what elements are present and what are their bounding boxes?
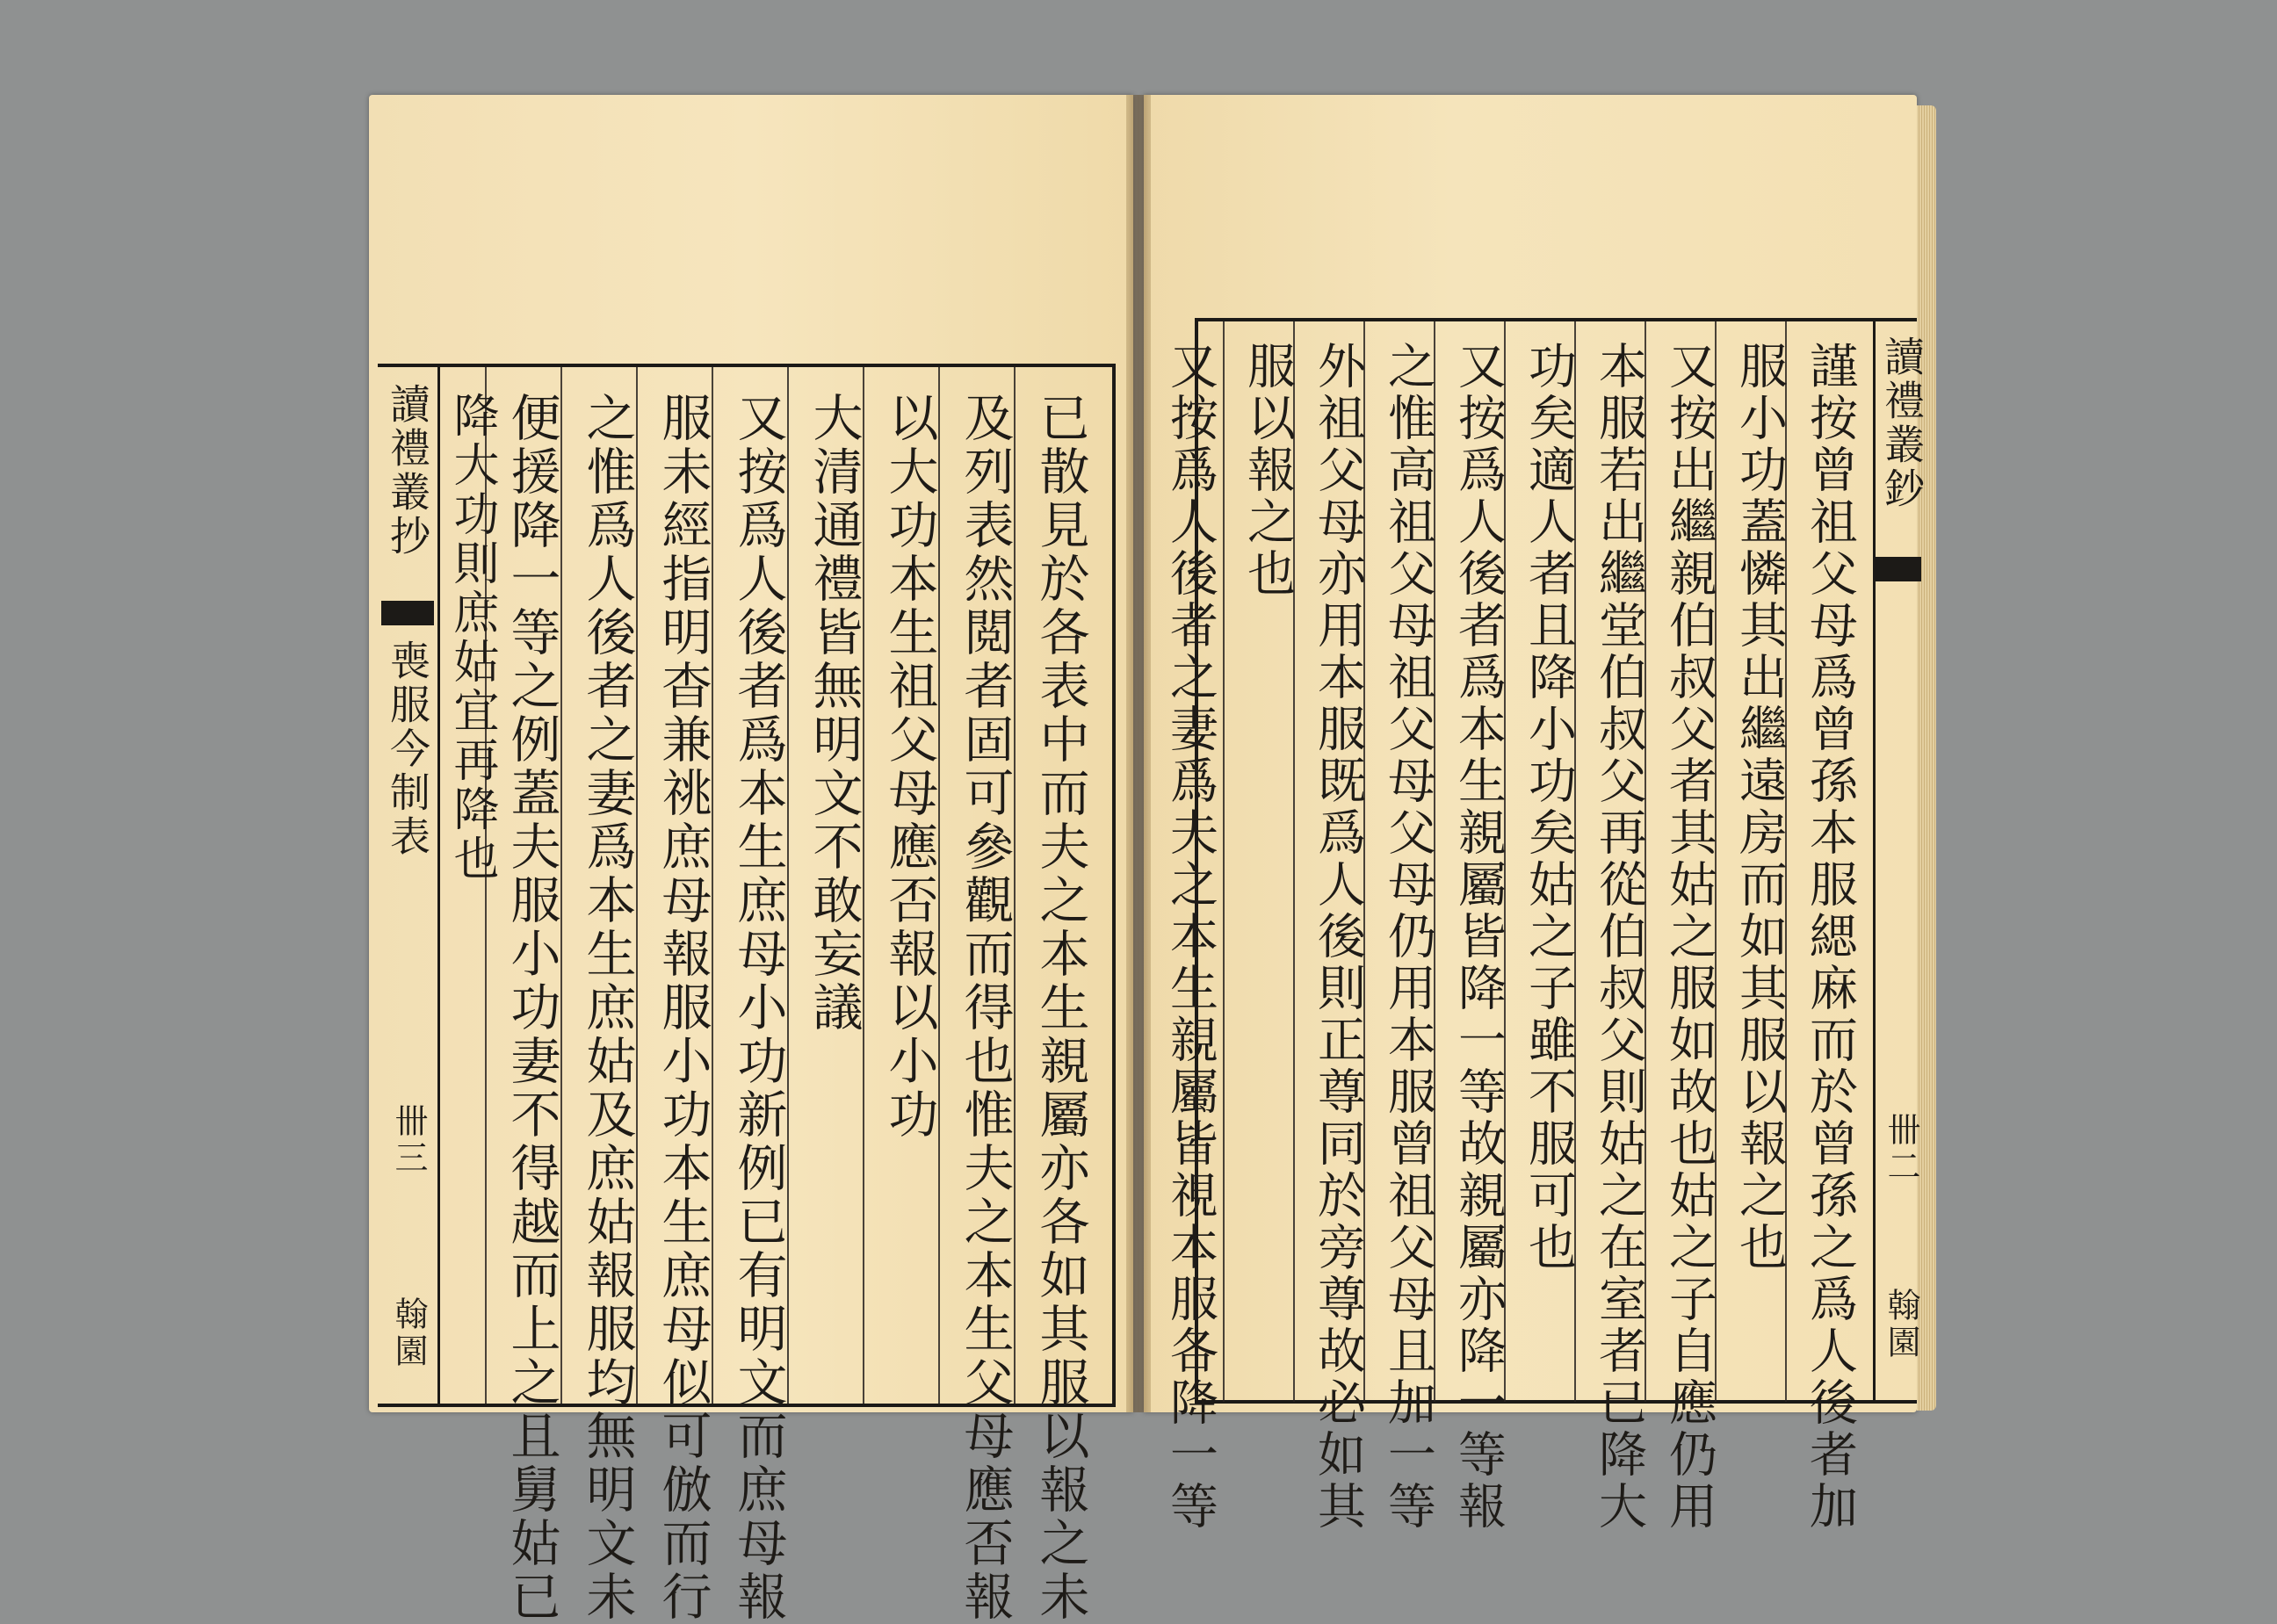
text-column: 已散見於各表中而夫之本生親屬亦各如其服以報之未	[1031, 392, 1089, 1624]
column-rule	[1223, 321, 1225, 1402]
text-column: 謹按曾祖父母爲曾孫本服緦麻而於曾孫之爲人後者加	[1802, 341, 1858, 1533]
text-column: 又按出繼親伯叔父者其姑之服如故也姑之子自應仍用	[1661, 341, 1717, 1533]
page-number: 卌二	[1882, 1112, 1920, 1186]
right-banxin	[1873, 321, 1926, 1402]
book-title: 讀禮叢鈔	[1878, 336, 1926, 511]
text-column: 又按爲人後者之妻爲夫之本生親屬皆視本服各降一等	[1162, 341, 1218, 1533]
text-column: 服小功蓋憐其出繼遠房而如其服以報之也	[1731, 341, 1788, 1274]
book-title: 讀禮叢抄	[384, 383, 431, 559]
text-column: 外祖父母亦用本服既爲人後則正尊同於旁尊故必如其	[1310, 341, 1366, 1533]
text-column: 及列表然閲者固可參觀而得也惟夫之本生父母應否報	[956, 392, 1014, 1624]
text-column: 以大功本生祖父母應否報以小功	[880, 392, 938, 1142]
text-column: 便援降一等之例蓋夫服小功妻不得越而上之且舅姑已	[502, 392, 560, 1624]
chapter-title: 喪服今制表	[384, 639, 431, 859]
studio-name: 翰園	[1882, 1288, 1920, 1361]
text-column: 大清通禮皆無明文不敢妄議	[805, 392, 863, 1035]
text-column: 又按爲人後者爲本生庶母小功新例已有明文而庶母報	[729, 392, 787, 1624]
text-column: 降大功則庶姑宜再降也	[445, 392, 498, 884]
text-column: 之惟爲人後者之妻爲本生庶姑及庶姑報服均無明文未	[578, 392, 636, 1624]
open-book	[369, 95, 1933, 1624]
text-column: 本服若出繼堂伯叔父再從伯叔父則姑之在室者已降大	[1591, 341, 1647, 1533]
text-column: 之惟高祖父母祖父母父母仍用本服曾祖父母且加一等	[1380, 341, 1436, 1533]
text-column: 又按爲人後者爲本生親屬皆降一等故親屬亦降一等報	[1450, 341, 1507, 1533]
text-column: 服未經指明杳兼祧庶母報服小功本生庶母似可倣而行	[654, 392, 712, 1624]
page-number: 卌三	[389, 1103, 428, 1177]
book-gutter	[1126, 95, 1151, 1412]
fishtail-mark	[1874, 557, 1921, 581]
text-column: 功矣適人者且降小功矣姑之子雖不服可也	[1521, 341, 1577, 1274]
fishtail-mark	[381, 601, 434, 625]
studio-name: 翰園	[389, 1296, 428, 1370]
text-column: 服以報之也	[1240, 341, 1296, 600]
left-banxin	[378, 365, 440, 1404]
